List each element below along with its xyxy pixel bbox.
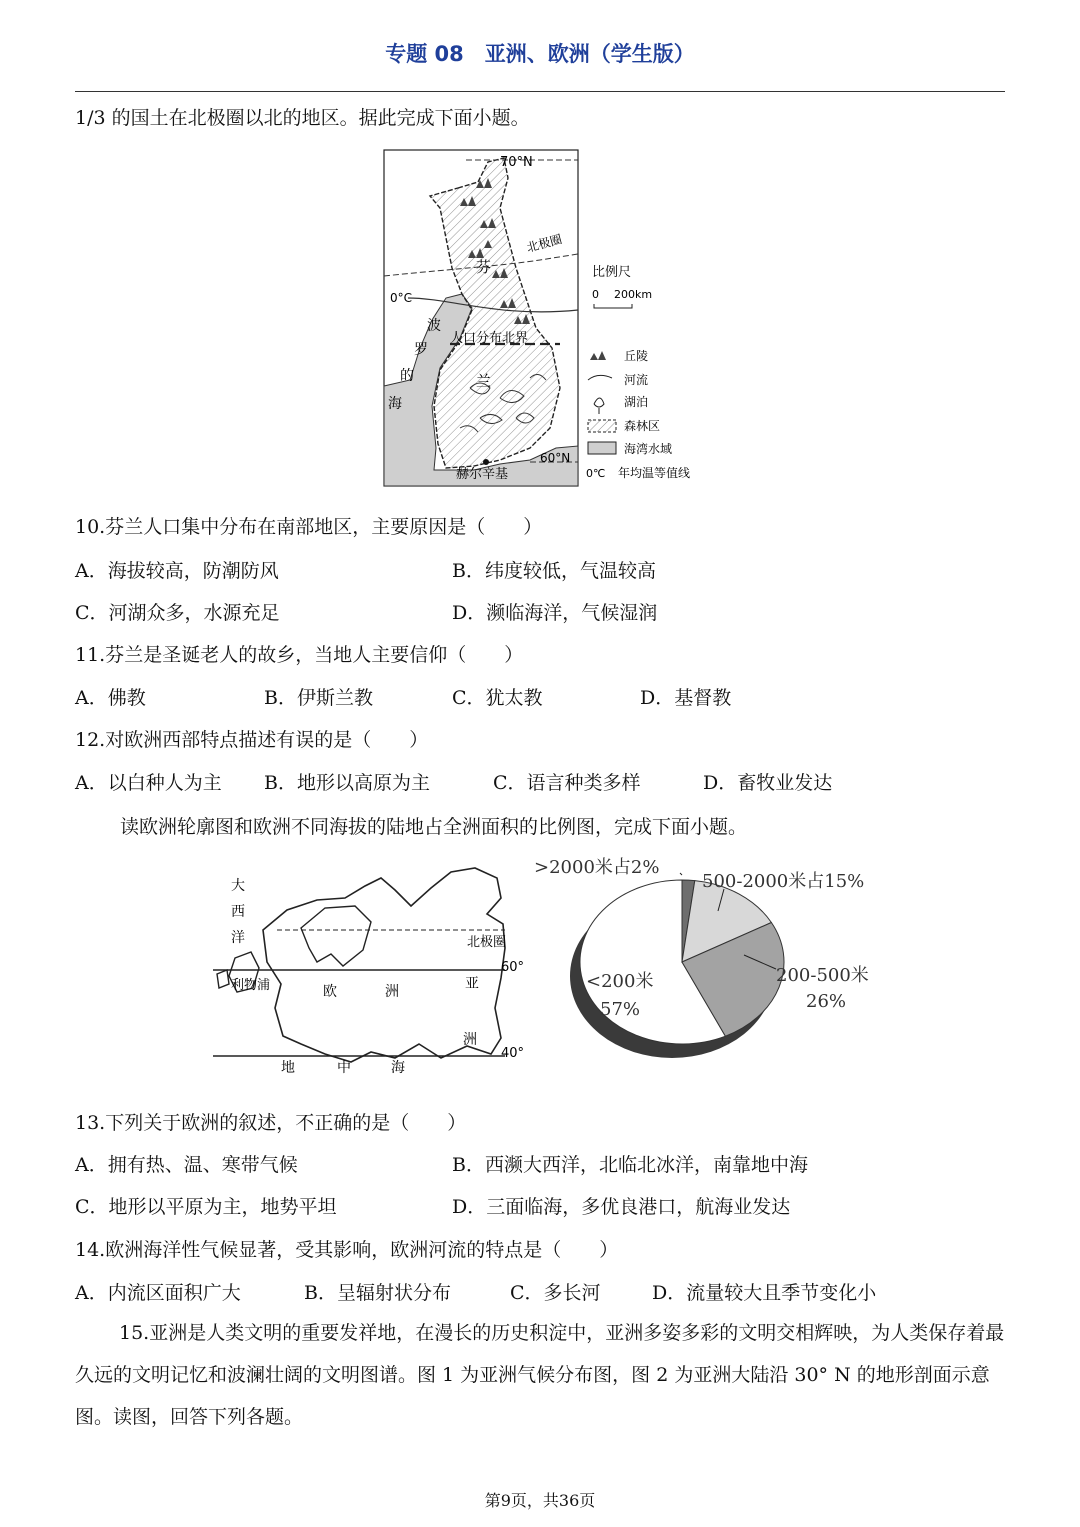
atlantic-char-2: 西 [231, 904, 245, 920]
scale-value: 200km [614, 288, 653, 301]
sea-char-2: 罗 [414, 342, 428, 358]
lat-70-label: 70°N [500, 155, 533, 170]
label-under-200: <200米 [586, 971, 654, 992]
q12-option-c: C．语言种类多样 [493, 772, 641, 794]
q11-option-b: B．伊斯兰教 [264, 687, 373, 709]
med-char-1: 地 [281, 1060, 295, 1076]
isotherm-label: 0°C [390, 291, 413, 305]
asia-char-2: 洲 [463, 1032, 477, 1048]
value-200-500: 26% [806, 991, 847, 1012]
forest-legend-icon [588, 420, 616, 432]
hills-legend-icon [590, 351, 606, 360]
q14-option-b: B．呈辐射状分布 [304, 1282, 451, 1304]
q10-option-a: A．海拔较高，防潮防风 [75, 560, 279, 582]
q13-option-c: C．地形以平原为主，地势平坦 [75, 1196, 337, 1218]
label-200-500: 200-500米 [776, 965, 869, 986]
sea-char-1: 波 [427, 318, 441, 334]
legend-isotherm: 年均温等值线 [618, 466, 691, 480]
q12-option-d: D．畜牧业发达 [703, 772, 833, 794]
europe-intro: 读欧洲轮廓图和欧洲不同海拔的陆地占全洲面积的比例图，完成下面小题。 [120, 816, 748, 838]
capital-dot [483, 459, 489, 465]
lat-40-label: 40° [501, 1046, 525, 1061]
arctic-circle-label: 北极圈 [525, 232, 564, 255]
legend-river: 河流 [624, 373, 649, 387]
scale-zero: 0 [592, 288, 599, 301]
legend-water: 海湾水域 [624, 442, 673, 456]
label-500-2000: 500-2000米占15% [702, 871, 865, 892]
q13-option-d: D．三面临海，多优良港口，航海业发达 [452, 1196, 791, 1218]
legend-lake: 湖泊 [624, 395, 649, 409]
intro-text: 1/3 的国土在北极圈以北的地区。据此完成下面小题。 [75, 107, 530, 129]
scandinavia [301, 906, 371, 966]
q13-stem: 13.下列关于欧洲的叙述，不正确的是（ ） [75, 1112, 467, 1134]
value-under-200: 57% [600, 999, 641, 1020]
lake-legend-icon [594, 398, 604, 414]
page-header-title: 专题 08 亚洲、欧洲（学生版） [385, 42, 695, 66]
europe-map [205, 858, 535, 1083]
q11-option-c: C．犹太教 [452, 687, 543, 709]
legend-isotherm-prefix: 0℃ [586, 467, 606, 480]
q12-option-b: B．地形以高原为主 [264, 772, 430, 794]
pie-top-tick [680, 873, 682, 875]
legend-hills: 丘陵 [624, 349, 649, 363]
q14-option-a: A．内流区面积广大 [75, 1282, 241, 1304]
water-legend-icon [588, 442, 616, 454]
liverpool-label: 利物浦 [231, 978, 271, 993]
lat-60-label: 60° [501, 960, 525, 975]
q13-option-b: B．西濒大西洋，北临北冰洋，南靠地中海 [452, 1154, 808, 1176]
europe-char-2: 洲 [385, 984, 399, 1000]
page-footer: 第9页，共36页 [484, 1491, 596, 1510]
finland-map [380, 148, 710, 488]
europe-char-1: 欧 [323, 984, 337, 1000]
capital-label: 赫尔辛基 [456, 467, 509, 482]
lat-60-label: 60°N [540, 451, 571, 465]
country-char-1: 芬 [476, 258, 492, 276]
q12-stem: 12.对欧洲西部特点描述有误的是（ ） [75, 729, 429, 751]
q11-option-d: D．基督教 [640, 687, 732, 709]
arctic-circle-label: 北极圈 [467, 935, 507, 950]
med-char-2: 中 [337, 1060, 351, 1076]
q15-paragraph: 15.亚洲是人类文明的重要发祥地，在漫长的历史积淀中，亚洲多姿多彩的文明交相辉映，为人类保存着最久远的文明记忆和波澜壮阔的文明图谱。图 1 为亚洲气候分布图，图 2 为亚洲大陆沿 30° N 的地形剖面示意图。读图，回答下列各题。 [75, 1322, 1005, 1428]
q14-option-c: C．多长河 [510, 1282, 601, 1304]
river-legend-icon [588, 375, 612, 380]
q10-option-d: D．濒临海洋，气候湿润 [452, 602, 658, 624]
label-over-2000: >2000米占2% [534, 857, 660, 878]
sea-char-3: 的 [400, 368, 414, 384]
q11-stem: 11.芬兰是圣诞老人的故乡，当地人主要信仰（ ） [75, 644, 524, 666]
atlantic-char-1: 大 [231, 878, 245, 894]
population-line-label: 人口分布北界 [450, 331, 529, 346]
q13-option-a: A．拥有热、温、寒带气候 [75, 1154, 298, 1176]
sea-char-4: 海 [388, 396, 402, 412]
q10-option-b: B．纬度较低，气温较高 [452, 560, 656, 582]
q12-option-a: A．以白种人为主 [75, 772, 222, 794]
scale-bar [594, 304, 632, 308]
q14-stem: 14.欧洲海洋性气候显著，受其影响，欧洲河流的特点是（ ） [75, 1239, 619, 1261]
elevation-pie-chart [530, 845, 890, 1090]
country-char-2: 兰 [476, 372, 492, 390]
atlantic-char-3: 洋 [231, 930, 245, 946]
med-char-3: 海 [391, 1060, 405, 1076]
header-divider [75, 91, 1005, 92]
q11-option-a: A．佛教 [75, 687, 146, 709]
q10-stem: 10.芬兰人口集中分布在南部地区，主要原因是（ ） [75, 516, 543, 538]
scale-title: 比例尺 [592, 265, 632, 280]
asia-char-1: 亚 [465, 976, 479, 992]
q10-option-c: C．河湖众多，水源充足 [75, 602, 280, 624]
q14-option-d: D．流量较大且季节变化小 [652, 1282, 877, 1304]
legend-forest: 森林区 [624, 419, 661, 433]
